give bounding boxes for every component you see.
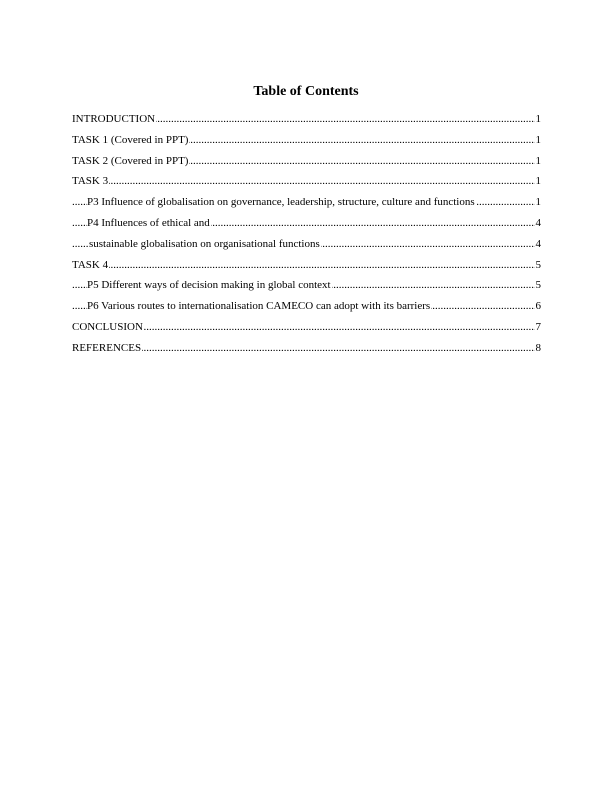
toc-list	[72, 112, 541, 362]
toc-entry-p5[interactable]	[72, 278, 541, 299]
toc-entry-p4-continued[interactable]	[72, 237, 541, 258]
toc-entry-page-number: 4	[535, 216, 541, 229]
toc-entry-label: TASK 1 (Covered in PPT)	[72, 133, 189, 146]
toc-entry-label: P6 Various routes to internationalisation CAMECO can adopt with its barriers	[87, 300, 431, 313]
toc-entry-page-number: 4	[535, 237, 541, 250]
toc-entry-task-3[interactable]	[72, 174, 541, 195]
toc-title: Table of Contents	[253, 84, 359, 99]
dot-leader	[72, 258, 541, 273]
toc-entry-task-1[interactable]	[72, 133, 541, 154]
toc-entry-page-number: 8	[535, 341, 541, 354]
toc-entry-page-number: 6	[535, 300, 541, 313]
toc-entry-task-2[interactable]	[72, 154, 541, 175]
toc-entry-label: P4 Influences of ethical and	[87, 216, 210, 229]
toc-entry-label: INTRODUCTION	[72, 113, 156, 125]
dot-leader	[72, 341, 541, 356]
toc-entry-page-number: 7	[535, 320, 541, 333]
toc-entry-introduction[interactable]	[72, 112, 541, 133]
toc-entry-page-number: 5	[535, 258, 541, 271]
toc-entry-page-number: 1	[535, 175, 541, 188]
toc-entry-p4[interactable]	[72, 216, 541, 237]
toc-entry-references[interactable]	[72, 341, 541, 362]
toc-entry-conclusion[interactable]	[72, 320, 541, 341]
toc-entry-page-number: 1	[535, 196, 541, 209]
toc-entry-label: CONCLUSION	[72, 320, 143, 333]
toc-entry-page-number: 1	[535, 154, 541, 167]
toc-entry-page-number: 5	[535, 279, 541, 292]
toc-entry-page-number: 1	[535, 113, 541, 125]
toc-entry-label: REFERENCES	[72, 341, 142, 354]
toc-entry-label: TASK 4	[72, 258, 109, 271]
toc-entry-label: P5 Different ways of decision making in global context	[87, 279, 331, 292]
toc-entry-p3[interactable]	[72, 195, 541, 216]
toc-entry-label: TASK 2 (Covered in PPT)	[72, 154, 189, 167]
toc-entry-page-number: 1	[535, 133, 541, 146]
toc-entry-p6[interactable]	[72, 299, 541, 320]
dot-leader	[72, 174, 541, 189]
toc-entry-label: sustainable globalisation on organisational functions	[89, 237, 320, 250]
toc-entry-label: TASK 3	[72, 175, 109, 188]
toc-entry-label: P3 Influence of globalisation on governance, leadership, structure, culture and functions	[87, 196, 475, 209]
toc-entry-task-4[interactable]	[72, 258, 541, 279]
